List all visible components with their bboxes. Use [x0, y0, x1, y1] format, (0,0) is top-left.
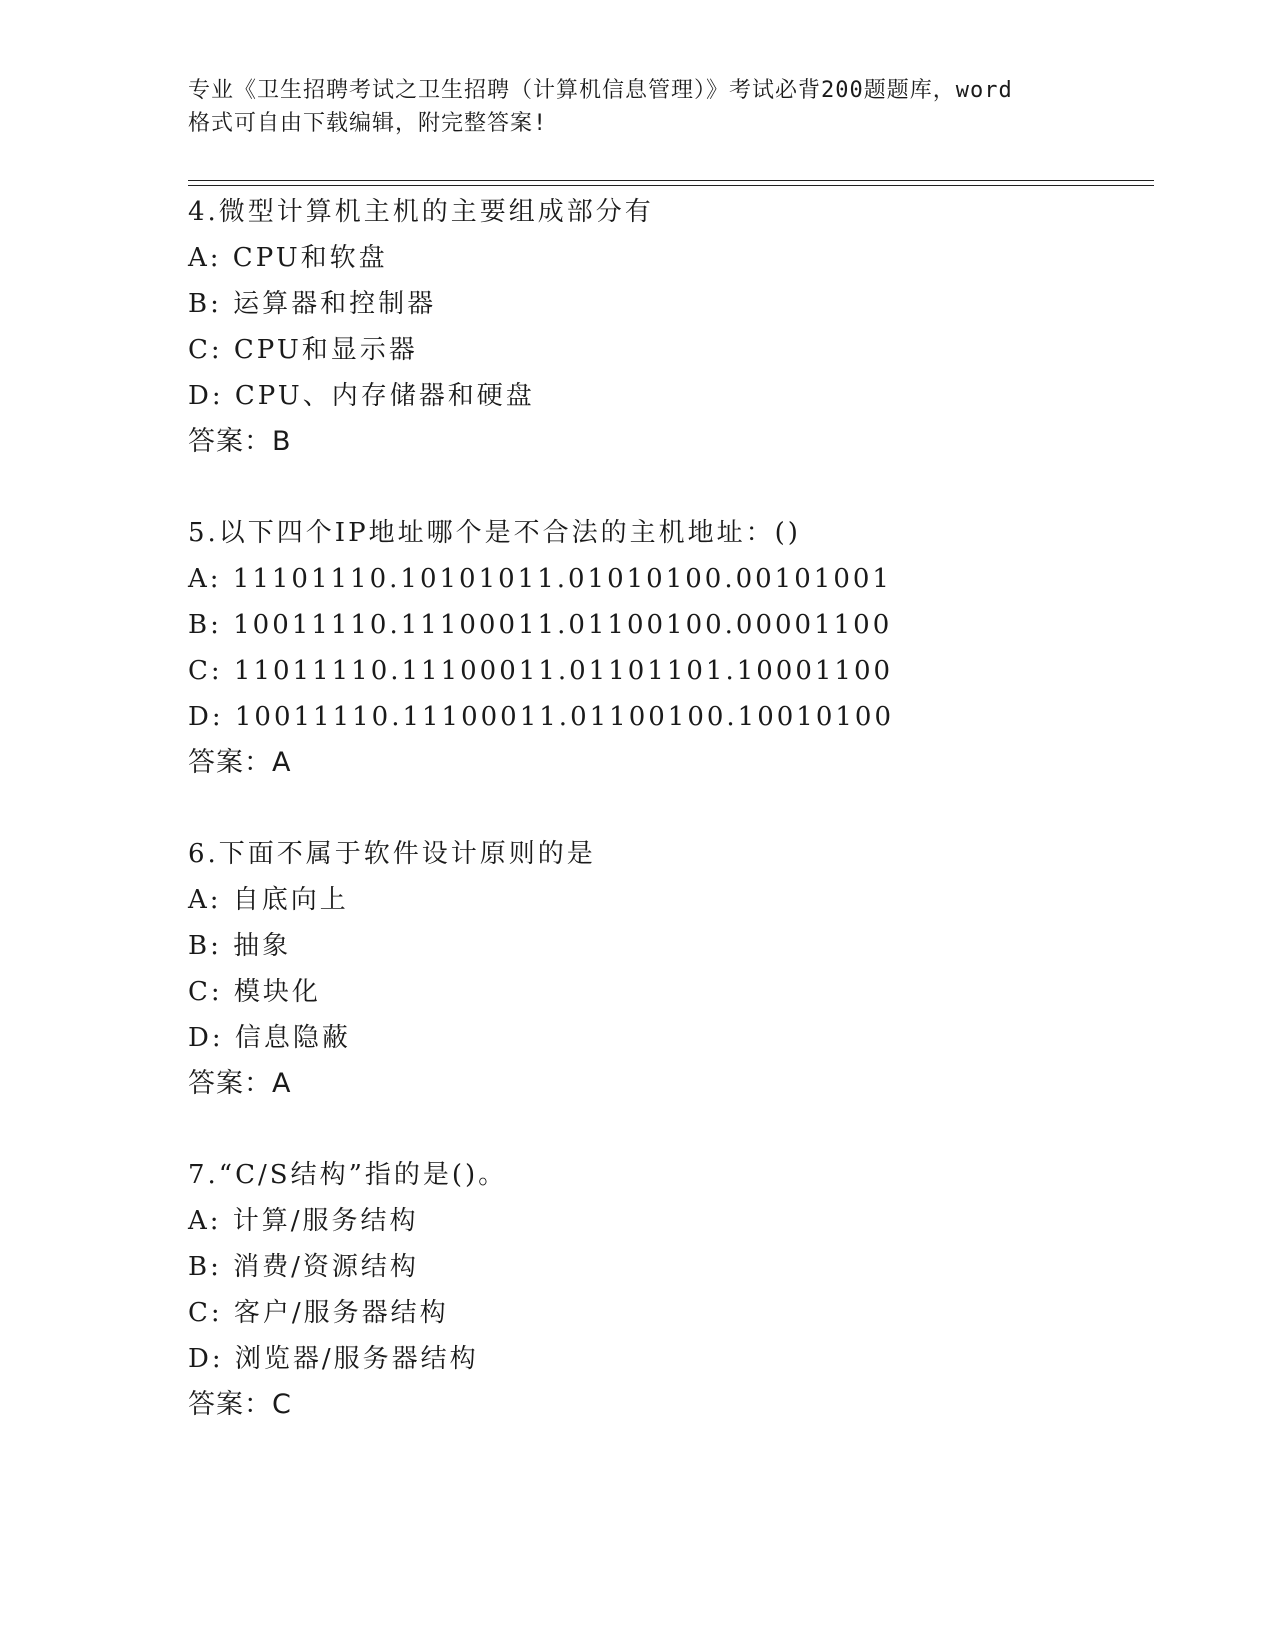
- question-stem: 7.“C/S结构”指的是()。: [188, 1160, 508, 1190]
- question-stem: 4.微型计算机主机的主要组成部分有: [188, 197, 654, 227]
- option-b: B: 10011110.11100011.01100100.00001100: [188, 610, 893, 640]
- option-c: C: 客户/服务器结构: [188, 1298, 449, 1328]
- option-a: A: 自底向上: [188, 885, 349, 915]
- answer: 答案：B: [188, 426, 292, 457]
- option-a: A: 计算/服务结构: [188, 1206, 419, 1236]
- question-7: [188, 1152, 1148, 1428]
- option-c: C: CPU和显示器: [188, 335, 418, 365]
- option-d: D: 信息隐蔽: [188, 1023, 351, 1053]
- question-4: [188, 189, 1148, 465]
- option-d: D: CPU、内存储器和硬盘: [188, 381, 535, 411]
- option-b: B: 消费/资源结构: [188, 1252, 419, 1282]
- header-line-2: 格式可自由下载编辑，附完整答案!: [188, 111, 548, 136]
- option-d: D: 浏览器/服务器结构: [188, 1344, 479, 1374]
- header-line-1: 专业《卫生招聘考试之卫生招聘（计算机信息管理）》考试必背200题题库，word: [188, 78, 1013, 103]
- header-divider-top: [188, 180, 1154, 181]
- document-header: [188, 74, 1088, 140]
- option-d: D: 10011110.11100011.01100100.10010100: [188, 702, 895, 732]
- option-c: C: 模块化: [188, 977, 321, 1007]
- option-b: B: 抽象: [188, 931, 292, 961]
- question-stem: 5.以下四个IP地址哪个是不合法的主机地址：(): [188, 518, 801, 548]
- option-a: A: 11101110.10101011.01010100.00101001: [188, 564, 892, 594]
- question-5: [188, 510, 1148, 786]
- answer: 答案：A: [188, 747, 292, 778]
- option-a: A: CPU和软盘: [188, 243, 388, 273]
- answer: 答案：C: [188, 1389, 292, 1420]
- question-stem: 6.下面不属于软件设计原则的是: [188, 839, 596, 869]
- question-6: [188, 831, 1148, 1107]
- answer: 答案：A: [188, 1068, 292, 1099]
- option-c: C: 11011110.11100011.01101101.10001100: [188, 656, 894, 686]
- option-b: B: 运算器和控制器: [188, 289, 437, 319]
- header-divider-bottom: [188, 185, 1154, 186]
